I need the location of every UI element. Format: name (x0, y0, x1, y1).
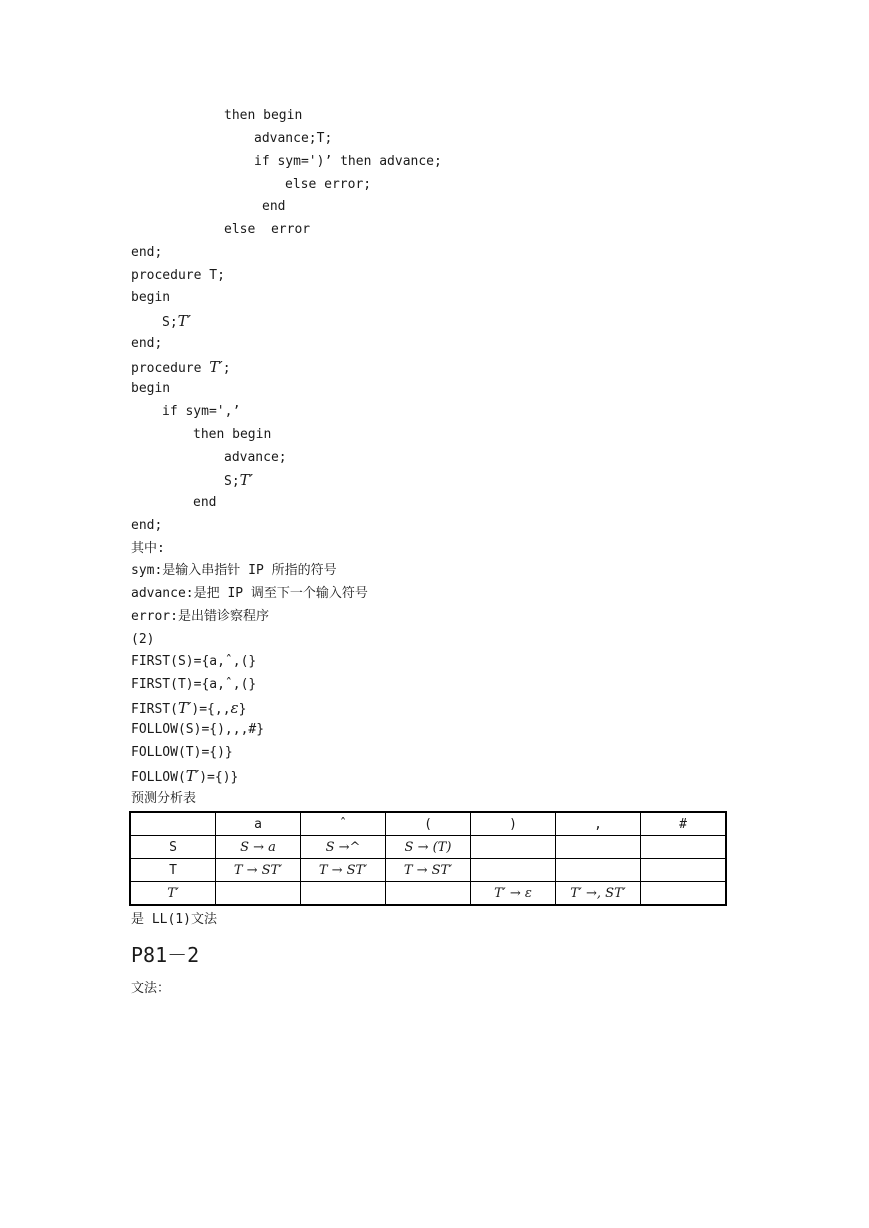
table-cell: S →^ (301, 836, 386, 859)
code-line-14: if sym=',’ (162, 404, 241, 419)
t-prime-symbol: T′ (185, 767, 200, 785)
first-s: FIRST(S)={a,ˆ,(} (131, 654, 257, 669)
code-line-4: else error; (285, 177, 372, 192)
conclusion: 是 LL(1)文法 (131, 912, 217, 927)
code-line-3: if sym=')’ then advance; (254, 154, 442, 169)
code-line-8: procedure T; (131, 268, 225, 283)
note-advance: advance:是把 IP 调至下一个输入符号 (131, 586, 368, 601)
table-cell (641, 882, 727, 906)
code-line-17: S;T′ (224, 471, 254, 489)
table-cell (471, 859, 556, 882)
code-line-7: end; (131, 245, 163, 260)
note-sym: sym:是输入串指针 IP 所指的符号 (131, 563, 337, 578)
code-line-5: end (262, 199, 286, 214)
t-prime-symbol: T′ (177, 312, 192, 330)
table-cell (386, 882, 471, 906)
table-header-cell: ( (386, 812, 471, 836)
table-header-cell: # (641, 812, 727, 836)
table-row (130, 882, 726, 906)
code-line-16: advance; (224, 450, 287, 465)
table-header-cell (130, 812, 216, 836)
table-cell (556, 859, 641, 882)
table-cell (216, 882, 301, 906)
table-cell: S → (T) (386, 836, 471, 859)
note-error: error:是出错诊察程序 (131, 609, 269, 624)
code-line-13: begin (131, 381, 171, 396)
part-number: (2) (131, 632, 155, 647)
table-row (130, 836, 726, 859)
table-header-row (130, 812, 726, 836)
table-header-cell: a (216, 812, 301, 836)
code-line-6: else error (224, 222, 311, 237)
table-cell: T → ST′ (301, 859, 386, 882)
table-cell: T → ST′ (386, 859, 471, 882)
table-header-cell: , (556, 812, 641, 836)
t-prime-symbol: T′ (209, 358, 223, 376)
note-among: 其中: (131, 541, 165, 556)
table-cell (471, 836, 556, 859)
table-row (130, 859, 726, 882)
code-line-11: end; (131, 336, 163, 351)
first-t: FIRST(T)={a,ˆ,(} (131, 677, 257, 692)
follow-t-prime: FOLLOW(T′)={)} (131, 767, 239, 785)
code-line-9: begin (131, 290, 171, 305)
table-cell (556, 836, 641, 859)
code-line-15: then begin (193, 427, 272, 442)
first-t-prime: FIRST(T′)={,,ε} (131, 699, 247, 717)
table-cell: S → a (216, 836, 301, 859)
grammar-label: 文法： (131, 981, 171, 996)
row-label: T′ (130, 882, 216, 906)
table-cell (301, 882, 386, 906)
t-prime-symbol: T′ (239, 471, 254, 489)
table-header-cell: ) (471, 812, 556, 836)
code-line-18: end (193, 495, 217, 510)
table-caption: 预测分析表 (131, 791, 197, 806)
table-header-cell: ˆ (301, 812, 386, 836)
table-cell: T′ → ε (471, 882, 556, 906)
row-label: T (130, 859, 216, 882)
table-cell (641, 836, 727, 859)
table-cell: T′ →, ST′ (556, 882, 641, 906)
code-line-12: procedure T′; (131, 358, 231, 376)
epsilon-symbol: ε (230, 699, 239, 717)
code-line-2: advance;T; (254, 131, 333, 146)
t-prime-symbol: T′ (177, 699, 192, 717)
table-cell (641, 859, 727, 882)
section-heading: P81－2 (131, 943, 200, 967)
code-line-10: S;T′ (162, 312, 192, 330)
predictive-parsing-table (129, 811, 727, 906)
follow-s: FOLLOW(S)={),,,#} (131, 722, 265, 737)
row-label: S (130, 836, 216, 859)
code-line-19: end; (131, 518, 163, 533)
follow-t: FOLLOW(T)={)} (131, 745, 233, 760)
table-cell: T → ST′ (216, 859, 301, 882)
code-line-1: then begin (224, 108, 303, 123)
